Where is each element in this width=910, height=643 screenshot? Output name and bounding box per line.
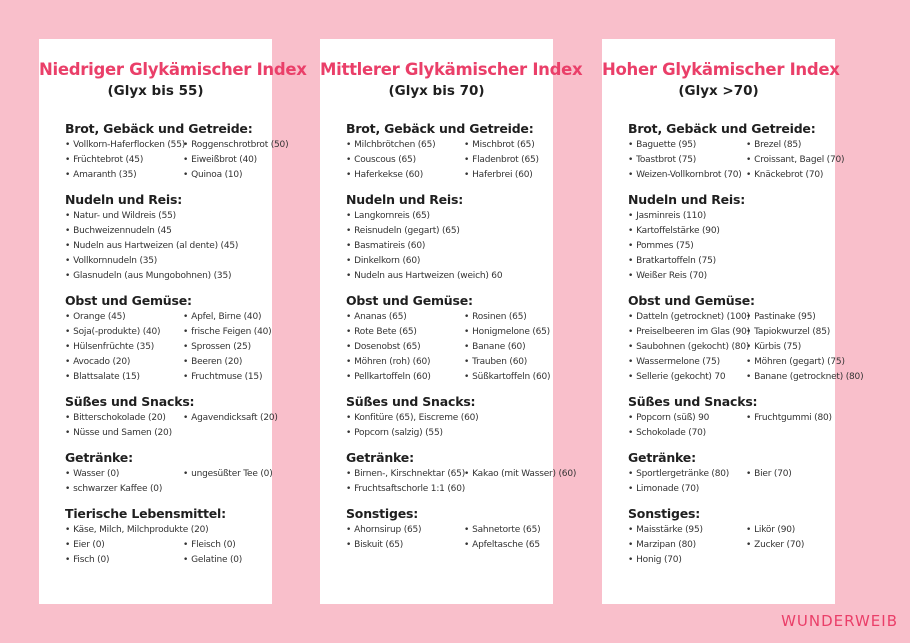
food-item: • Fruchtsaftschorle 1:1 (60): [346, 482, 464, 497]
food-item: • Popcorn (süß) 90: [628, 411, 746, 426]
section-heading: Nudeln und Reis:: [65, 192, 183, 207]
food-item: • Nudeln aus Hartweizen (weich) 60: [346, 269, 556, 284]
food-list: [628, 209, 835, 284]
food-item: • Fladenbrot (65): [464, 153, 574, 168]
food-item: • Weißer Reis (70): [628, 269, 838, 284]
food-item: • Früchtebrot (45): [65, 153, 183, 168]
food-list: [346, 138, 553, 183]
food-item: • Soja(-produkte) (40): [65, 325, 183, 340]
food-section: [628, 192, 835, 284]
food-item: • Maisstärke (95): [628, 523, 746, 538]
card-title: Hoher Glykämischer Index: [602, 60, 840, 79]
card-title: Mittlerer Glykämischer Index: [320, 60, 583, 79]
food-item: • Knäckebrot (70): [746, 168, 856, 183]
food-item: • Sellerie (gekocht) 70: [628, 370, 746, 385]
section-heading: Sonstiges:: [346, 506, 419, 521]
food-item: • Avocado (20): [65, 355, 183, 370]
food-item: • Banane (getrocknet) (80): [746, 370, 856, 385]
section-heading: Obst und Gemüse:: [628, 293, 755, 308]
food-item: • Reisnudeln (gegart) (65): [346, 224, 556, 239]
section-heading: Nudeln und Reis:: [346, 192, 464, 207]
food-section: [628, 394, 835, 441]
food-item: • Brezel (85): [746, 138, 856, 153]
food-item: • Kürbis (75): [746, 340, 856, 355]
food-section: [65, 293, 272, 385]
food-item: • Möhren (gegart) (75): [746, 355, 856, 370]
card-high-gi: [602, 39, 864, 604]
food-item: • Wassermelone (75): [628, 355, 746, 370]
food-item: • Käse, Milch, Milchprodukte (20): [65, 523, 183, 538]
food-item: • Blattsalate (15): [65, 370, 183, 385]
food-item: • Quinoa (10): [183, 168, 293, 183]
food-section: [346, 450, 577, 497]
section-heading: Brot, Gebäck und Getreide:: [346, 121, 534, 136]
food-list: [65, 310, 272, 385]
food-item: • Orange (45): [65, 310, 183, 325]
food-item: • Trauben (60): [464, 355, 574, 370]
food-list: [65, 138, 289, 183]
food-item: • Dosenobst (65): [346, 340, 464, 355]
food-item: • Buchweizennudeln (45: [65, 224, 275, 239]
food-item: • Basmatireis (60): [346, 239, 556, 254]
food-list: [65, 523, 272, 568]
food-item: • Haferkekse (60): [346, 168, 464, 183]
food-item: • Croissant, Bagel (70): [746, 153, 856, 168]
food-item: • Mischbrot (65): [464, 138, 574, 153]
card-medium-gi: [320, 39, 583, 604]
food-item: • Pommes (75): [628, 239, 838, 254]
card-low-gi: [39, 39, 307, 604]
food-section: [628, 450, 835, 497]
food-item: • Datteln (getrocknet) (100): [628, 310, 746, 325]
food-list: [346, 411, 553, 441]
food-item: • Eier (0): [65, 538, 183, 553]
sections-list: [346, 121, 577, 553]
food-item: • Ananas (65): [346, 310, 464, 325]
section-heading: Obst und Gemüse:: [346, 293, 473, 308]
food-item: • Süßkartoffeln (60): [464, 370, 574, 385]
food-item: • Bitterschokolade (20): [65, 411, 183, 426]
card-subtitle: (Glyx >70): [678, 83, 759, 99]
food-section: [628, 506, 835, 568]
food-item: • Sprossen (25): [183, 340, 293, 355]
food-item: • Birnen-, Kirschnektar (65): [346, 467, 464, 482]
food-item: • Nudeln aus Hartweizen (al dente) (45): [65, 239, 275, 254]
section-heading: Getränke:: [346, 450, 414, 465]
food-item: • Vollkorn-Haferflocken (55): [65, 138, 183, 153]
section-heading: Getränke:: [628, 450, 696, 465]
section-heading: Obst und Gemüse:: [65, 293, 192, 308]
food-list: [628, 467, 835, 497]
section-heading: Nudeln und Reis:: [628, 192, 746, 207]
food-item: • Möhren (roh) (60): [346, 355, 464, 370]
food-list: [346, 209, 553, 284]
food-section: [346, 192, 553, 284]
food-item: • Banane (60): [464, 340, 574, 355]
food-list: [65, 467, 272, 497]
food-item: • Fruchtmuse (15): [183, 370, 293, 385]
food-item: • Gelatine (0): [183, 553, 293, 568]
food-list: [628, 411, 835, 441]
food-item: • Likör (90): [746, 523, 856, 538]
food-item: • Limonade (70): [628, 482, 746, 497]
food-item: • Fleisch (0): [183, 538, 293, 553]
food-list: [346, 523, 553, 553]
food-item: • Rote Bete (65): [346, 325, 464, 340]
food-item: • Rosinen (65): [464, 310, 574, 325]
section-heading: Sonstiges:: [628, 506, 701, 521]
brand-logo: WUNDERWEIB: [781, 612, 898, 630]
food-section: [65, 450, 272, 497]
food-item: • Weizen-Vollkornbrot (70): [628, 168, 746, 183]
food-item: • Honigmelone (65): [464, 325, 574, 340]
food-item: • Tapiokwurzel (85): [746, 325, 856, 340]
food-section: [65, 506, 272, 568]
food-list: [628, 138, 845, 183]
food-section: [65, 394, 278, 441]
food-item: • Marzipan (80): [628, 538, 746, 553]
food-item: • Sportlergetränke (80): [628, 467, 746, 482]
food-item: • Zucker (70): [746, 538, 856, 553]
food-section: [346, 506, 553, 553]
card-title: Niedriger Glykämischer Index: [39, 60, 307, 79]
list-spacer: [183, 523, 293, 538]
food-item: • Beeren (20): [183, 355, 293, 370]
food-item: • Roggenschrotbrot (50): [183, 138, 293, 153]
food-item: • schwarzer Kaffee (0): [65, 482, 183, 497]
food-item: • Preiselbeeren im Glas (90): [628, 325, 746, 340]
food-item: • Kakao (mit Wasser) (60): [464, 467, 574, 482]
food-item: • Apfeltasche (65: [464, 538, 574, 553]
food-item: • Hülsenfrüchte (35): [65, 340, 183, 355]
food-item: • Couscous (65): [346, 153, 464, 168]
food-item: • Toastbrot (75): [628, 153, 746, 168]
food-list: [65, 209, 272, 284]
food-list: [346, 467, 577, 497]
food-section: [628, 293, 864, 385]
food-item: • ungesüßter Tee (0): [183, 467, 293, 482]
food-section: [346, 121, 553, 183]
food-item: • Eiweißbrot (40): [183, 153, 293, 168]
food-item: • Schokolade (70): [628, 426, 746, 441]
food-item: • Konfitüre (65), Eiscreme (60): [346, 411, 556, 426]
card-subtitle: (Glyx bis 70): [388, 83, 485, 99]
food-item: • Dinkelkorn (60): [346, 254, 556, 269]
food-item: • Milchbrötchen (65): [346, 138, 464, 153]
section-heading: Süßes und Snacks:: [346, 394, 476, 409]
card-subtitle: (Glyx bis 55): [107, 83, 204, 99]
food-item: • Pastinake (95): [746, 310, 856, 325]
food-item: • Langkornreis (65): [346, 209, 556, 224]
section-heading: Süßes und Snacks:: [628, 394, 758, 409]
food-item: • Bier (70): [746, 467, 856, 482]
food-item: • Glasnudeln (aus Mungobohnen) (35): [65, 269, 275, 284]
food-item: • Saubohnen (gekocht) (80): [628, 340, 746, 355]
food-item: • Agavendicksaft (20): [183, 411, 293, 426]
section-heading: Süßes und Snacks:: [65, 394, 195, 409]
section-heading: Brot, Gebäck und Getreide:: [65, 121, 253, 136]
food-item: • Sahnetorte (65): [464, 523, 574, 538]
food-item: • Baguette (95): [628, 138, 746, 153]
food-item: • Apfel, Birne (40): [183, 310, 293, 325]
food-item: • Fruchtgummi (80): [746, 411, 856, 426]
food-item: • Natur- und Wildreis (55): [65, 209, 275, 224]
food-item: • Popcorn (salzig) (55): [346, 426, 556, 441]
sections-list: [65, 121, 289, 568]
food-item: • Jasminreis (110): [628, 209, 838, 224]
food-item: • Wasser (0): [65, 467, 183, 482]
food-item: • Bratkartoffeln (75): [628, 254, 838, 269]
food-item: • Haferbrei (60): [464, 168, 574, 183]
food-item: • Honig (70): [628, 553, 746, 568]
food-section: [65, 192, 272, 284]
food-item: • frische Feigen (40): [183, 325, 293, 340]
food-section: [346, 394, 553, 441]
food-section: [65, 121, 289, 183]
food-list: [628, 310, 864, 385]
food-list: [628, 523, 835, 568]
food-item: • Fisch (0): [65, 553, 183, 568]
food-item: • Ahornsirup (65): [346, 523, 464, 538]
section-heading: Brot, Gebäck und Getreide:: [628, 121, 816, 136]
food-section: [346, 293, 553, 385]
sections-list: [628, 121, 864, 568]
food-item: • Kartoffelstärke (90): [628, 224, 838, 239]
food-list: [65, 411, 278, 441]
food-list: [346, 310, 553, 385]
section-heading: Tierische Lebensmittel:: [65, 506, 226, 521]
food-item: • Biskuit (65): [346, 538, 464, 553]
food-item: • Pellkartoffeln (60): [346, 370, 464, 385]
food-item: • Amaranth (35): [65, 168, 183, 183]
food-item: • Nüsse und Samen (20): [65, 426, 183, 441]
section-heading: Getränke:: [65, 450, 133, 465]
food-section: [628, 121, 845, 183]
food-item: • Vollkornnudeln (35): [65, 254, 275, 269]
